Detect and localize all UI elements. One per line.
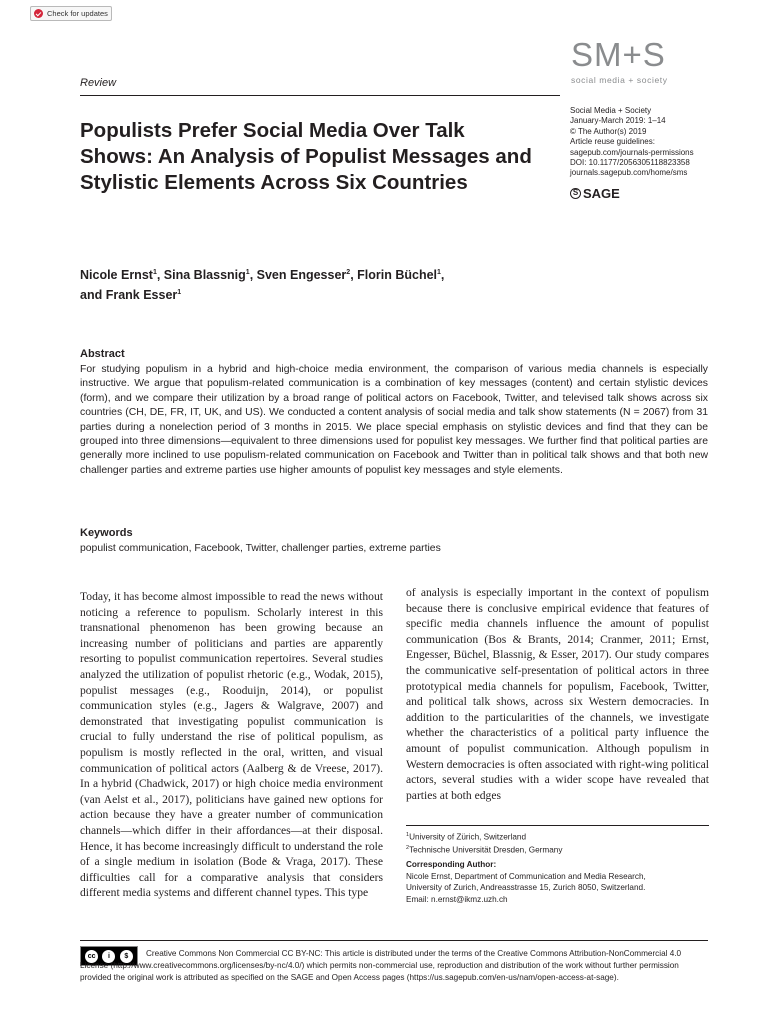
- author-name: Sina Blassnig: [163, 268, 246, 283]
- corresponding-heading: Corresponding Author:: [406, 860, 497, 870]
- journal-home-link[interactable]: journals.sagepub.com/home/sms: [570, 168, 688, 178]
- cc-icon: cc: [85, 950, 98, 963]
- doi[interactable]: DOI: 10.1177/2056305118823358: [570, 158, 690, 168]
- abstract-text: For studying populism in a hybrid and high-choice media environment, the comparison of various media channels is especially instructive. We argue that populism-related communication is a combination of key messages (content) and certain stylistic devices (form), and we compare their utilization by a broad range of political actors on Facebook, Twitter, and televised talk shows across six countries (CH, DE, FR, IT, UK, and US). We conducted a content analysis of social media and talk show statements (N = 2067) from 31 parties during a nonelection period of 3 months in 2015. We place special emphasis on stylistic devices and find that they can be grouped into three dimensions—equivalent to three dimensions used for populist key messages. We further find that political parties are generally more inclined to use populism-related communication on Facebook and Twitter than in political talk shows and that both new challenger parties and extreme parties use higher amounts of populist key messages and style elements.: [80, 364, 708, 476]
- header-divider: [80, 95, 560, 96]
- reuse-label: Article reuse guidelines:: [570, 137, 655, 147]
- author-separator: ,: [350, 268, 358, 283]
- article-title: Populists Prefer Social Media Over Talk Shows: An Analysis of Populist Messages and Stylistic Elements Across Six Countries: [80, 119, 532, 194]
- journal-metadata: [570, 106, 750, 179]
- keywords-heading: Keywords: [80, 527, 133, 539]
- affiliation-item: [406, 843, 646, 856]
- author-separator: ,: [156, 268, 164, 283]
- affiliation-number: 1: [406, 832, 410, 838]
- author-name: Sven Engesser: [256, 268, 347, 283]
- affiliation-text: University of Zürich, Switzerland: [409, 832, 526, 842]
- author-affiliation: 1: [437, 269, 441, 276]
- journal-logo: SM+S: [571, 36, 666, 73]
- author-name: Nicole Ernst: [80, 268, 153, 283]
- corresponding-line: University of Zurich, Andreasstrasse 15, Zurich 8050, Switzerland.: [406, 883, 646, 893]
- author-affiliation: 1: [245, 269, 250, 276]
- check-for-updates-button[interactable]: [30, 6, 112, 21]
- copyright: © The Author(s) 2019: [570, 126, 647, 136]
- abstract-heading: Abstract: [80, 348, 125, 360]
- check-icon: [34, 9, 43, 18]
- section-label: Review: [80, 77, 117, 89]
- publisher-name: SAGE: [583, 186, 620, 201]
- keywords-text: populist communication, Facebook, Twitter, challenger parties, extreme parties: [80, 543, 441, 554]
- author-name: Florin Büchel: [357, 268, 438, 283]
- author-name: and Frank Esser: [80, 288, 178, 303]
- author-affiliation: 2: [346, 269, 351, 276]
- license-text: Creative Commons Non Commercial CC BY-NC: This article is distributed under the terms of the Creative Commons Attribution-NonCommercial 4.0 License (http://www.creativecommons.org/licenses/by-nc/4.0/) which permits non-commercial use, reproduction and distribution of the work without further permission provided the original work is attributed as specified on the SAGE and Open Access pages (https://us.sagepub.com/en-us/nam/open-access-at-sage).: [80, 949, 682, 982]
- author-separator: ,: [440, 268, 445, 283]
- affiliations: [406, 830, 646, 905]
- issue-info: January-March 2019: 1–14: [570, 116, 666, 126]
- permissions-link[interactable]: sagepub.com/journals-permissions: [570, 147, 694, 157]
- affiliation-text: Technische Universität Dresden, Germany: [409, 845, 563, 855]
- author-affiliation: 1: [152, 269, 157, 276]
- corresponding-email[interactable]: Email: n.ernst@ikmz.uzh.ch: [406, 894, 508, 904]
- journal-logo-subtitle: social media + society: [571, 75, 668, 85]
- body-column-right: of analysis is especially important in the context of populism because there is conclusive empirical evidence that features of specific media channels influence the amount of populist communication (Bos & Brants, 2014; Cranmer, 2011; Ernst, Engesser, Büchel, Blassnig, & Esser, 2017). Our study compares the communicative self-presentation of political actors in three prototypical media channels for populism, Facebook, Twitter, and political talk shows, across six Western democracies. In addition to the particularities of the channels, we investigate whether the characteristics of a political party influence the amount of populist communication. Although populism in Western democracies is often associated with right-wing political actors, several studies with a wider scope have revealed that parties at both edges: [406, 586, 709, 802]
- affiliation-item: [406, 830, 646, 843]
- body-column-left: Today, it has become almost impossible to read the news without noticing a reference to populism. Scholarly interest in this transnational phenomenon has been growing because an increasing number of politicians and parties are apparently resorting to populist communication repertoires. Several studies analyzed the utilization of populist rhetoric (e.g., Wodak, 2015), populist messages (e.g., Rooduijn, 2014), or populist communication styles (e.g., Jagers & Walgrave, 2007) and demonstrated that investigating populist communication is crucial to fully understand the rise of political populism, as populism is mostly reflected in the oral, written, and visual communication of political actors (Aalberg & de Vreese, 2017). In a hybrid (Chadwick, 2017) or high choice media environment (van Aelst et al., 2017), politicians have gained new options for action because they have a greater number of communication channels—which differ in their affordances—at their disposal. Hence, it has become increasingly difficult to understand the role of a single medium in isolation (Bode & Vraga, 2017). These difficulties call for a comparative analysis that considers different media systems and different channel types. This type: [80, 590, 383, 900]
- author-affiliation: 1: [177, 289, 182, 297]
- affiliation-number: 2: [406, 845, 410, 852]
- corresponding-line: Nicole Ernst, Department of Communication and Media Research,: [406, 871, 646, 881]
- journal-name: Social Media + Society: [570, 106, 652, 115]
- publisher-logo: [570, 186, 620, 201]
- nc-icon: $: [120, 950, 133, 963]
- sage-icon: S: [570, 188, 581, 199]
- author-separator: ,: [249, 268, 257, 283]
- footer-divider: [80, 940, 708, 941]
- footnote-divider: [406, 825, 709, 826]
- by-icon: i: [102, 950, 115, 963]
- author-list: [80, 264, 540, 304]
- check-for-updates-label: Check for updates: [47, 9, 108, 18]
